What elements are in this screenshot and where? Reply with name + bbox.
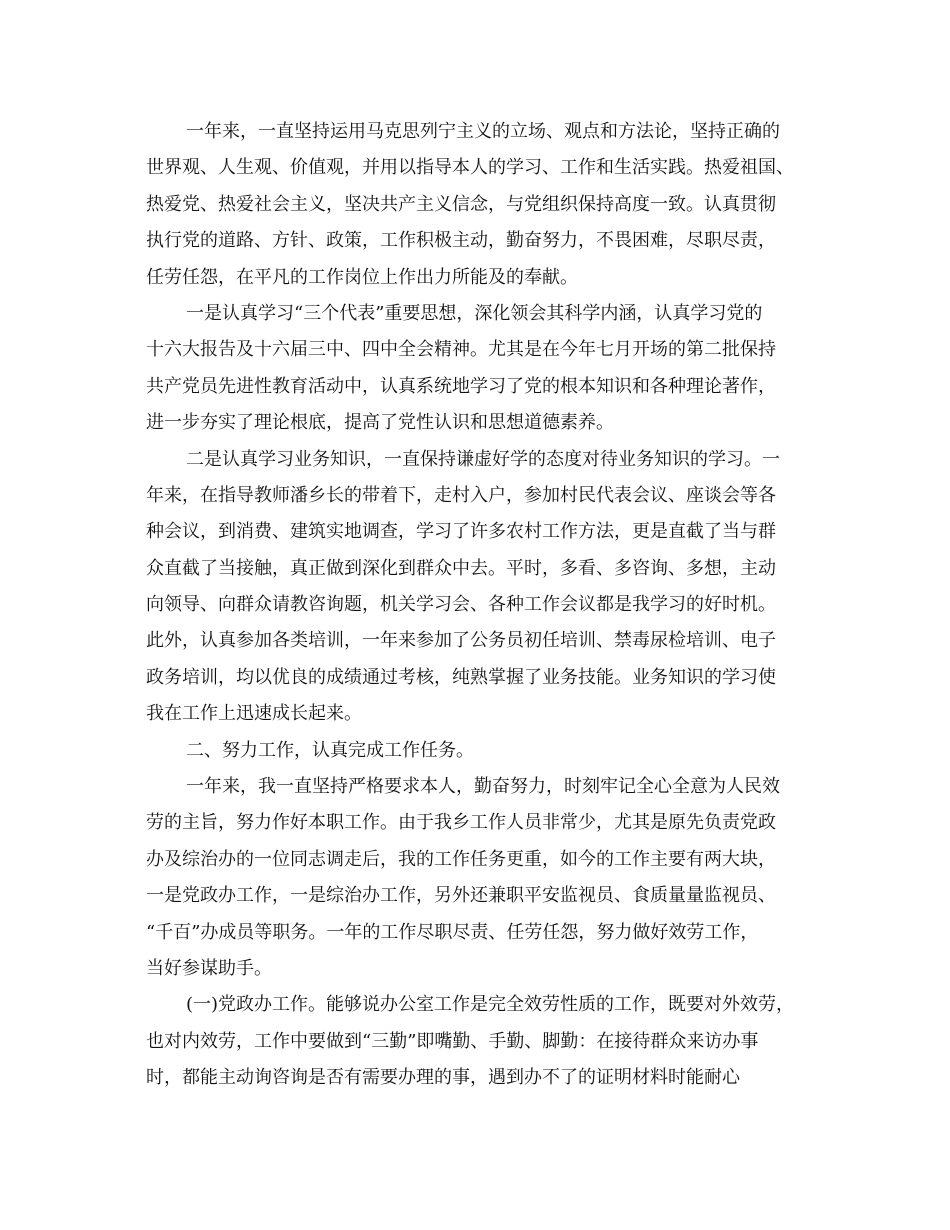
text-line: 众直截了当接触，真正做到深化到群众中去。平时，多看、多咨询、多想，主动 — [146, 557, 776, 579]
text-line: 我在工作上迅速成长起来。 — [146, 703, 362, 725]
text-line: 种会议，到消费、建筑实地调查，学习了许多农村工作方法，更是直截了当与群 — [146, 521, 776, 543]
text-line: 向领导、向群众请教咨询题，机关学习会、各种工作会议都是我学习的好时机。 — [146, 594, 776, 616]
text-line: 年来，在指导教师潘乡长的带着下，走村入户，参加村民代表会议、座谈会等各 — [146, 484, 776, 506]
text-line: 政务培训，均以优良的成绩通过考核，纯熟掌握了业务技能。业务知识的学习使 — [146, 666, 776, 688]
text-line: 执行党的道路、方针、政策，工作积极主动，勤奋努力，不畏困难，尽职尽责， — [146, 230, 776, 252]
text-line: 办及综治办的一位同志调走后，我的工作任务更重，如今的工作主要有两大块， — [146, 848, 776, 870]
text-line: 一年来，我一直坚持严格要求本人，勤奋努力，时刻牢记全心全意为人民效 — [186, 776, 780, 798]
text-line: 时，都能主动询咨询是否有需要办理的事，遇到办不了的证明材料时能耐心 — [146, 1067, 740, 1089]
text-line: 劳的主旨，努力作好本职工作。由于我乡工作人员非常少，尤其是原先负责党政 — [146, 812, 776, 834]
text-line: 进一步夯实了理论根底，提高了党性认识和思想道德素养。 — [146, 412, 614, 434]
text-line: 热爱党、热爱社会主义，坚决共产主义信念，与党组织保持高度一致。认真贯彻 — [146, 193, 776, 215]
text-line: 共产党员先进性教育活动中，认真系统地学习了党的根本知识和各种理论著作， — [146, 375, 776, 397]
text-line: 任劳任怨，在平凡的工作岗位上作出力所能及的奉献。 — [146, 266, 578, 288]
text-line: 也对内效劳，工作中要做到“三勤”即嘴勤、手勤、脚勤：在接待群众来访办事 — [146, 1030, 759, 1052]
section-heading: 二、努力工作，认真完成工作任务。 — [186, 739, 474, 761]
text-line: 十六大报告及十六届三中、四中全会精神。尤其是在今年七月开场的第二批保持 — [146, 339, 776, 361]
text-line: “千百”办成员等职务。一年的工作尽职尽责、任劳任怨，努力做好效劳工作， — [146, 921, 759, 943]
text-line: 此外，认真参加各类培训，一年来参加了公务员初任培训、禁毒尿检培训、电子 — [146, 630, 776, 652]
text-line: (一)党政办工作。能够说办公室工作是完全效劳性质的工作，既要对外效劳， — [186, 994, 795, 1016]
text-line: 世界观、人生观、价值观，并用以指导本人的学习、工作和生活实践。热爱祖国、 — [146, 157, 794, 179]
text-line: 二是认真学习业务知识，一直保持谦虚好学的态度对待业务知识的学习。一 — [186, 448, 780, 470]
text-line: 一是认真学习“三个代表”重要思想，深化领会其科学内涵，认真学习党的 — [186, 302, 763, 324]
document-body — [146, 114, 810, 1097]
text-line: 一是党政办工作，一是综治办工作，另外还兼职平安监视员、食质量量监视员、 — [146, 885, 776, 907]
text-line: 当好参谋助手。 — [146, 957, 272, 979]
text-line: 一年来，一直坚持运用马克思列宁主义的立场、观点和方法论，坚持正确的 — [186, 121, 780, 142]
